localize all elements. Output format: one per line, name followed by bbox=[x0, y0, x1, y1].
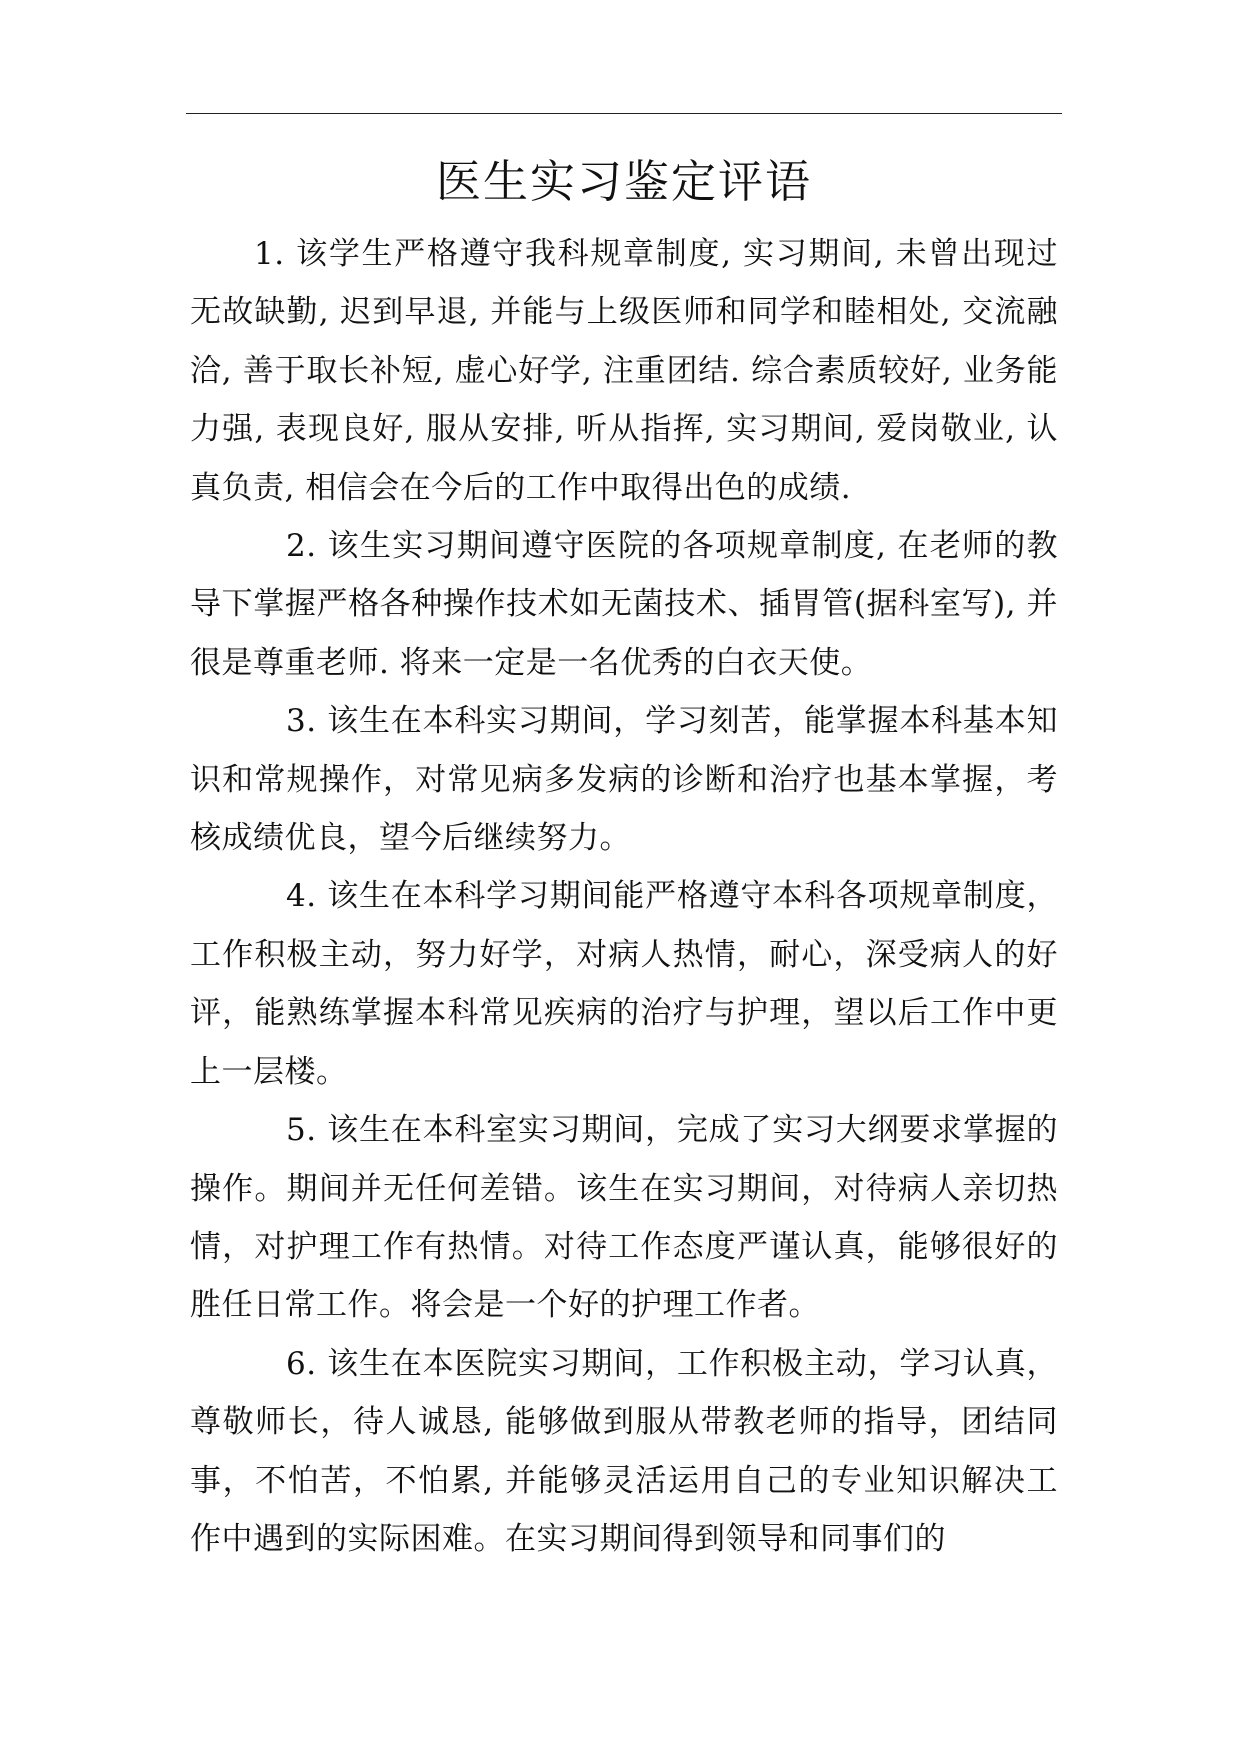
paragraph-1: 1. 该学生严格遵守我科规章制度, 实习期间, 未曾出现过无故缺勤, 迟到早退, 并能与上级医师和同学和睦相处, 交流融洽, 善于取长补短, 虚心好学, 注重团结. 综合素质较好, 业务能力强, 表现良好, 服从安排, 听从指挥, 实习期间, 爱岗敬业, 认真负责, 相信会在今后的工作中取得出色的成绩. bbox=[190, 236, 1058, 506]
document-body bbox=[190, 225, 1058, 1568]
document-title: 医生实习鉴定评语 bbox=[435, 155, 812, 208]
paragraph-6: 6. 该生在本医院实习期间，工作积极主动，学习认真，尊敬师长，待人诚恳, 能够做到服从带教老师的指导，团结同事，不怕苦，不怕累, 并能够灵活运用自己的专业知识解决工作中遇到的实际困难。在实习期间得到领导和同事们的 bbox=[190, 1345, 1058, 1557]
paragraph-2: 2. 该生实习期间遵守医院的各项规章制度, 在老师的教导下掌握严格各种操作技术如无菌技术、插胃管(据科室写), 并很是尊重老师. 将来一定是一名优秀的白衣天使。 bbox=[190, 528, 1058, 681]
header-rule bbox=[186, 113, 1062, 114]
paragraph-5: 5. 该生在本科室实习期间，完成了实习大纲要求掌握的操作。期间并无任何差错。该生在实习期间，对待病人亲切热情，对护理工作有热情。对待工作态度严谨认真，能够很好的胜任日常工作。将会是一个好的护理工作者。 bbox=[190, 1112, 1058, 1324]
paragraph-3: 3. 该生在本科实习期间，学习刻苦，能掌握本科基本知识和常规操作，对常见病多发病的诊断和治疗也基本掌握，考核成绩优良，望今后继续努力。 bbox=[190, 703, 1058, 857]
paragraph-4: 4. 该生在本科学习期间能严格遵守本科各项规章制度，工作积极主动，努力好学，对病人热情，耐心，深受病人的好评，能熟练掌握本科常见疾病的治疗与护理，望以后工作中更上一层楼。 bbox=[190, 878, 1058, 1090]
